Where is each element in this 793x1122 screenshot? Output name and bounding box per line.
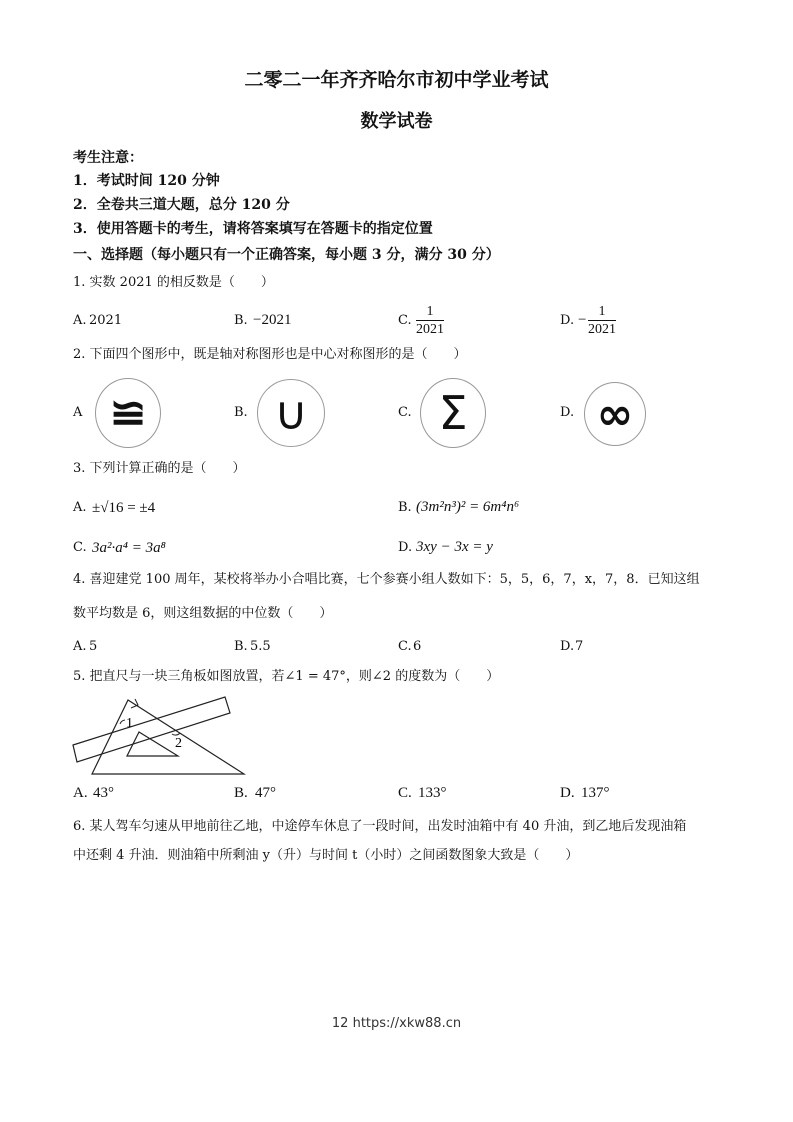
option-text: 3xy − 3x = y <box>416 539 493 555</box>
question-stem: 1. 实数 2021 的相反数是（ ） <box>73 275 274 290</box>
option-text: 47° <box>255 785 276 801</box>
page-footer: 12 https://xkw88.cn <box>331 1016 462 1031</box>
option-label: C. <box>398 313 412 328</box>
option-text: (3m²n³)² = 6m⁴n⁶ <box>416 499 520 515</box>
numerator: 1 <box>416 303 444 321</box>
notice-item: 1．考试时间 120 分钟 <box>73 173 220 189</box>
angle-2-arc <box>172 733 180 735</box>
symbol: Σ <box>438 386 468 440</box>
option-label: A <box>73 405 83 420</box>
denominator: 2021 <box>588 322 616 337</box>
notice-heading: 考生注意： <box>73 150 143 166</box>
denominator: 2021 <box>416 322 444 337</box>
angle-label-2: 2 <box>175 736 182 751</box>
option-text: 5.5 <box>250 639 271 654</box>
exam-title: 二零二一年齐齐哈尔市初中学业考试 <box>244 69 549 91</box>
option-text: 2021 <box>89 313 123 328</box>
option-text: 6 <box>413 639 422 654</box>
question-stem: 中还剩 4 升油．则油箱中所剩油 y（升）与时间 t（小时）之间函数图象大致是（ ） <box>73 848 579 863</box>
option-label: A. <box>73 785 88 801</box>
option-label: B. <box>234 313 248 328</box>
option-label: D. <box>398 540 413 555</box>
ruler <box>73 697 230 762</box>
option-text: −2021 <box>253 312 292 328</box>
section-title: 一、选择题（每小题只有一个正确答案，每小题 3 分，满分 30 分） <box>73 247 500 263</box>
option-label: B. <box>234 639 248 654</box>
option-text: 43° <box>93 785 114 801</box>
option-label: D. <box>560 639 575 654</box>
notice-item: 2．全卷共三道大题，总分 120 分 <box>73 197 290 213</box>
option-label: C. <box>398 405 412 420</box>
option-label: A. <box>73 500 87 515</box>
question-stem: 5. 把直尺与一块三角板如图放置，若∠1 = 47°，则∠2 的度数为（ ） <box>73 669 500 684</box>
option-label: C. <box>73 540 87 555</box>
exam-subtitle: 数学试卷 <box>360 111 433 132</box>
notice-item: 3．使用答题卡的考生，请将答案填写在答题卡的指定位置 <box>73 221 433 237</box>
angle-1-arc <box>120 720 125 724</box>
option-text: 133° <box>418 785 447 801</box>
option-label: C. <box>398 639 412 654</box>
option-text: ±√16 = ±4 <box>92 500 156 516</box>
option-label: D. <box>560 313 575 328</box>
option-text: 7 <box>575 639 584 654</box>
option-label: A. <box>73 639 87 654</box>
option-label: A. <box>73 313 87 328</box>
option-text: 5 <box>89 639 98 654</box>
option-text: 137° <box>581 785 610 801</box>
option-label: B. <box>234 405 248 420</box>
option-label: D. <box>560 785 575 801</box>
angle-label-1: 1 <box>126 716 133 731</box>
option-label: C. <box>398 785 412 801</box>
question-stem: 6. 某人驾车匀速从甲地前往乙地，中途停车休息了一段时间，出发时油箱中有 40 升油，到乙地后发现油箱 <box>73 819 687 834</box>
option-text: 3a²·a⁴ = 3a⁸ <box>92 540 166 556</box>
symbol: ∞ <box>596 388 634 440</box>
option-label: D. <box>560 405 575 420</box>
symbol: ≌ <box>109 387 147 439</box>
question-stem: 2. 下面四个图形中，既是轴对称图形也是中心对称图形的是（ ） <box>73 347 467 362</box>
question-stem: 4. 喜迎建党 100 周年，某校将举办小合唱比赛，七个参赛小组人数如下：5，5，6，7，x，7，8．已知这组 <box>73 572 700 587</box>
numerator: 1 <box>588 303 616 321</box>
symbol: ∪ <box>274 386 308 440</box>
minus-sign: − <box>578 312 587 328</box>
option-label: B. <box>398 500 412 515</box>
option-label: B. <box>234 785 248 801</box>
question-stem: 3. 下列计算正确的是（ ） <box>73 461 246 476</box>
question-stem: 数平均数是 6，则这组数据的中位数（ ） <box>73 606 333 621</box>
